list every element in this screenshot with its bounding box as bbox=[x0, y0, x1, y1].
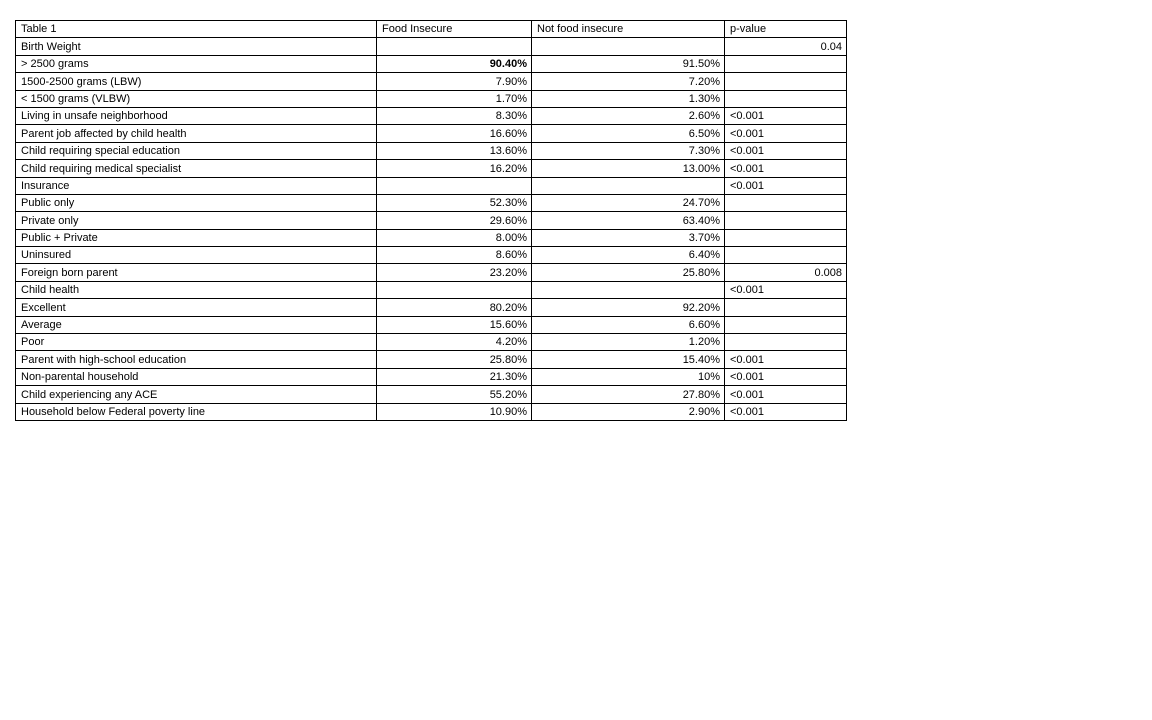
row-label-cell[interactable]: Public only bbox=[16, 194, 377, 211]
not-food-insecure-cell[interactable] bbox=[532, 38, 725, 55]
not-food-insecure-cell[interactable]: 1.20% bbox=[532, 334, 725, 351]
p-value-cell[interactable]: <0.001 bbox=[725, 281, 847, 298]
row-label-cell[interactable]: Child health bbox=[16, 281, 377, 298]
table-row bbox=[16, 194, 847, 211]
p-value-cell[interactable] bbox=[725, 229, 847, 246]
food-insecure-cell[interactable]: 8.00% bbox=[377, 229, 532, 246]
row-label-cell[interactable]: Child experiencing any ACE bbox=[16, 386, 377, 403]
row-label-cell[interactable]: Uninsured bbox=[16, 247, 377, 264]
not-food-insecure-cell[interactable]: 1.30% bbox=[532, 90, 725, 107]
not-food-insecure-cell[interactable]: 92.20% bbox=[532, 299, 725, 316]
not-food-insecure-cell[interactable] bbox=[532, 281, 725, 298]
table-row bbox=[16, 351, 847, 368]
p-value-header-cell[interactable]: p-value bbox=[725, 21, 847, 38]
food-insecure-cell[interactable]: 16.20% bbox=[377, 160, 532, 177]
p-value-cell[interactable] bbox=[725, 73, 847, 90]
food-insecure-cell[interactable]: 80.20% bbox=[377, 299, 532, 316]
table-row bbox=[16, 264, 847, 281]
not-food-insecure-cell[interactable]: 3.70% bbox=[532, 229, 725, 246]
row-label-cell[interactable]: Child requiring medical specialist bbox=[16, 160, 377, 177]
p-value-cell[interactable] bbox=[725, 212, 847, 229]
food-insecure-cell[interactable]: 29.60% bbox=[377, 212, 532, 229]
row-label-cell[interactable]: Poor bbox=[16, 334, 377, 351]
table-row bbox=[16, 403, 847, 420]
food-insecure-cell[interactable]: 55.20% bbox=[377, 386, 532, 403]
p-value-cell[interactable] bbox=[725, 90, 847, 107]
food-insecure-cell[interactable]: 90.40% bbox=[377, 55, 532, 72]
table-row bbox=[16, 90, 847, 107]
data-table bbox=[15, 20, 847, 421]
row-label-cell[interactable]: Private only bbox=[16, 212, 377, 229]
table-row bbox=[16, 107, 847, 124]
p-value-cell[interactable]: <0.001 bbox=[725, 125, 847, 142]
food-insecure-cell[interactable] bbox=[377, 177, 532, 194]
p-value-cell[interactable]: <0.001 bbox=[725, 386, 847, 403]
food-insecure-cell[interactable]: 13.60% bbox=[377, 142, 532, 159]
p-value-cell[interactable] bbox=[725, 334, 847, 351]
not-food-insecure-cell[interactable]: 6.40% bbox=[532, 247, 725, 264]
table-row bbox=[16, 334, 847, 351]
table-body bbox=[16, 21, 847, 421]
food-insecure-cell[interactable]: 25.80% bbox=[377, 351, 532, 368]
row-label-cell[interactable]: < 1500 grams (VLBW) bbox=[16, 90, 377, 107]
not-food-insecure-header-cell[interactable]: Not food insecure bbox=[532, 21, 725, 38]
food-insecure-cell[interactable]: 15.60% bbox=[377, 316, 532, 333]
row-label-cell[interactable]: 1500-2500 grams (LBW) bbox=[16, 73, 377, 90]
not-food-insecure-cell[interactable]: 6.50% bbox=[532, 125, 725, 142]
row-label-cell[interactable]: Non-parental household bbox=[16, 368, 377, 385]
food-insecure-cell[interactable]: 16.60% bbox=[377, 125, 532, 142]
food-insecure-header-cell[interactable]: Food Insecure bbox=[377, 21, 532, 38]
not-food-insecure-cell[interactable]: 27.80% bbox=[532, 386, 725, 403]
table-row bbox=[16, 247, 847, 264]
table-row bbox=[16, 160, 847, 177]
p-value-cell[interactable] bbox=[725, 194, 847, 211]
food-insecure-cell[interactable]: 23.20% bbox=[377, 264, 532, 281]
p-value-cell[interactable]: 0.04 bbox=[725, 38, 847, 55]
table-header-row bbox=[16, 21, 847, 38]
not-food-insecure-cell[interactable]: 2.90% bbox=[532, 403, 725, 420]
not-food-insecure-cell[interactable]: 6.60% bbox=[532, 316, 725, 333]
food-insecure-cell[interactable] bbox=[377, 281, 532, 298]
table-row bbox=[16, 386, 847, 403]
food-insecure-cell[interactable]: 52.30% bbox=[377, 194, 532, 211]
table-row bbox=[16, 299, 847, 316]
row-label-cell[interactable]: Average bbox=[16, 316, 377, 333]
table-row bbox=[16, 142, 847, 159]
not-food-insecure-cell[interactable]: 10% bbox=[532, 368, 725, 385]
food-insecure-cell[interactable] bbox=[377, 38, 532, 55]
p-value-cell[interactable] bbox=[725, 247, 847, 264]
not-food-insecure-cell[interactable]: 2.60% bbox=[532, 107, 725, 124]
food-insecure-cell[interactable]: 1.70% bbox=[377, 90, 532, 107]
food-insecure-cell[interactable]: 21.30% bbox=[377, 368, 532, 385]
p-value-cell[interactable]: <0.001 bbox=[725, 107, 847, 124]
table-row bbox=[16, 229, 847, 246]
not-food-insecure-cell[interactable] bbox=[532, 177, 725, 194]
p-value-cell[interactable]: <0.001 bbox=[725, 403, 847, 420]
row-label-cell[interactable]: > 2500 grams bbox=[16, 55, 377, 72]
p-value-cell[interactable] bbox=[725, 299, 847, 316]
p-value-cell[interactable]: <0.001 bbox=[725, 368, 847, 385]
table-row bbox=[16, 73, 847, 90]
row-label-cell[interactable]: Child requiring special education bbox=[16, 142, 377, 159]
table-row bbox=[16, 212, 847, 229]
p-value-cell[interactable]: 0.008 bbox=[725, 264, 847, 281]
not-food-insecure-cell[interactable]: 7.30% bbox=[532, 142, 725, 159]
p-value-cell[interactable]: <0.001 bbox=[725, 177, 847, 194]
not-food-insecure-cell[interactable]: 13.00% bbox=[532, 160, 725, 177]
food-insecure-cell[interactable]: 8.30% bbox=[377, 107, 532, 124]
row-label-cell[interactable]: Living in unsafe neighborhood bbox=[16, 107, 377, 124]
table-row bbox=[16, 125, 847, 142]
row-label-cell[interactable]: Insurance bbox=[16, 177, 377, 194]
row-label-cell[interactable]: Foreign born parent bbox=[16, 264, 377, 281]
table-title-cell[interactable]: Table 1 bbox=[16, 21, 377, 38]
row-label-cell[interactable]: Parent with high-school education bbox=[16, 351, 377, 368]
row-label-cell[interactable]: Household below Federal poverty line bbox=[16, 403, 377, 420]
food-insecure-cell[interactable]: 8.60% bbox=[377, 247, 532, 264]
not-food-insecure-cell[interactable]: 7.20% bbox=[532, 73, 725, 90]
not-food-insecure-cell[interactable]: 25.80% bbox=[532, 264, 725, 281]
table-row bbox=[16, 38, 847, 55]
table-row bbox=[16, 316, 847, 333]
table-row bbox=[16, 55, 847, 72]
row-label-cell[interactable]: Excellent bbox=[16, 299, 377, 316]
p-value-cell[interactable] bbox=[725, 316, 847, 333]
food-insecure-cell[interactable]: 10.90% bbox=[377, 403, 532, 420]
p-value-cell[interactable]: <0.001 bbox=[725, 160, 847, 177]
food-insecure-cell[interactable]: 7.90% bbox=[377, 73, 532, 90]
table-row bbox=[16, 281, 847, 298]
p-value-cell[interactable] bbox=[725, 55, 847, 72]
not-food-insecure-cell[interactable]: 91.50% bbox=[532, 55, 725, 72]
food-insecure-cell[interactable]: 4.20% bbox=[377, 334, 532, 351]
row-label-cell[interactable]: Birth Weight bbox=[16, 38, 377, 55]
not-food-insecure-cell[interactable]: 24.70% bbox=[532, 194, 725, 211]
row-label-cell[interactable]: Public + Private bbox=[16, 229, 377, 246]
table-row bbox=[16, 177, 847, 194]
table-row bbox=[16, 368, 847, 385]
p-value-cell[interactable]: <0.001 bbox=[725, 351, 847, 368]
row-label-cell[interactable]: Parent job affected by child health bbox=[16, 125, 377, 142]
not-food-insecure-cell[interactable]: 15.40% bbox=[532, 351, 725, 368]
not-food-insecure-cell[interactable]: 63.40% bbox=[532, 212, 725, 229]
p-value-cell[interactable]: <0.001 bbox=[725, 142, 847, 159]
